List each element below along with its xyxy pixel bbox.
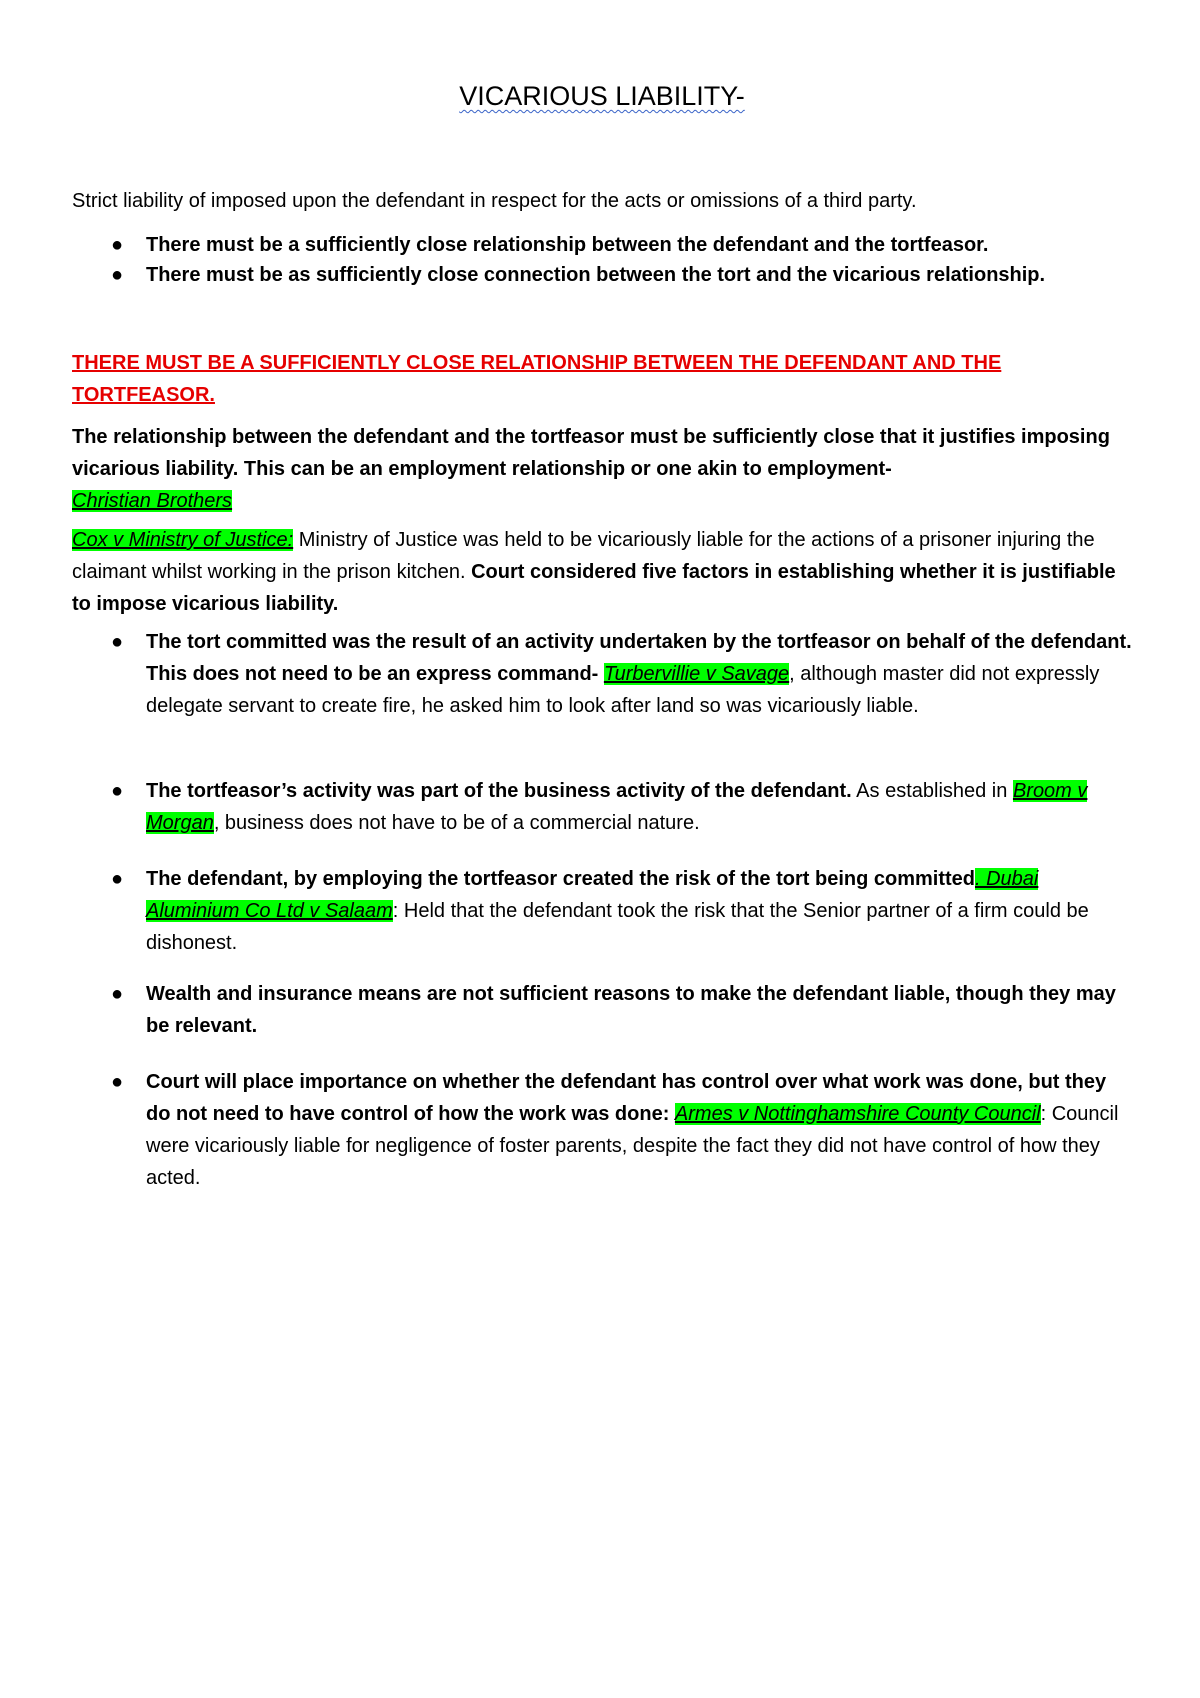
cox-paragraph [72,524,1132,620]
bullet-icon: ● [110,868,124,890]
bullet-icon: ● [110,631,124,653]
section-heading-line1: THERE MUST BE A SUFFICIENTLY CLOSE RELATIONSHIP BETWEEN THE DEFENDANT AND THE [72,352,1002,374]
case-christian-brothers: Christian Brothers [72,490,233,512]
factor-text [146,863,1132,959]
factor-text [146,1066,1132,1194]
bullet-icon: ● [110,1071,124,1093]
case-broom: Broom v Morgan [146,780,1088,834]
factor-text [146,775,1132,839]
relationship-paragraph [72,421,1132,517]
bullet-icon: ● [110,983,124,1005]
case-cox: Cox v Ministry of Justice: [72,529,294,551]
factor-bold: Court will place importance on whether the defendant has control over what work was done, but they do not need to have control of how the work was done: [146,1071,1107,1125]
factor-detail: : Council were vicariously liable for negligence of foster parents, despite the fact they did not have control of how they acted. [146,1103,1119,1189]
bullet-icon: ● [110,780,124,802]
factor-detail: , although master did not expressly delegate servant to create fire, he asked him to look after land so was vicariously liable. [146,663,1100,717]
case-armes: Armes v Nottinghamshire County Council [674,1103,1041,1125]
bullet-icon: ● [110,264,124,286]
section-heading [72,347,1132,411]
case-dubai: . Dubai Aluminium Co Ltd v Salaam [146,868,1039,922]
factor-detail: : Held that the defendant took the risk that the Senior partner of a firm could be dishonest. [146,900,1089,954]
section-heading-line2: TORTFEASOR. [72,384,215,406]
factor-text: Wealth and insurance means are not sufficient reasons to make the defendant liable, though they may be relevant. [146,983,1116,1037]
bullet-icon: ● [110,234,124,256]
cox-bold-text: Court considered five factors in establishing whether it is justifiable to impose vicarious liability. [72,561,1116,615]
factor-bold: The tort committed was the result of an activity undertaken by the tortfeasor on behalf of the defendant. This does not need to be an express command- [146,631,1132,685]
relationship-text: The relationship between the defendant and the tortfeasor must be sufficiently close that it justifies imposing vicarious liability. This can be an employment relationship or one akin to employment- [72,426,1110,480]
factor-bold: The tortfeasor’s activity was part of the business activity of the defendant. [146,780,852,802]
intro-paragraph: Strict liability of imposed upon the defendant in respect for the acts or omissions of a third party. [72,190,917,212]
case-turbervillie: Turbervillie v Savage [603,663,790,685]
page-title: VICARIOUS LIABILITY- [459,81,745,111]
factor-text [146,626,1132,722]
factor-bold: The defendant, by employing the tortfeasor created the risk of the tort being committed [146,868,975,890]
factor-detail: , business does not have to be of a commercial nature. [213,812,700,834]
requirement-text: There must be as sufficiently close connection between the tort and the vicarious relationship. [146,264,1046,286]
factor-detail-before: As established in [851,780,1013,802]
cox-text: Ministry of Justice was held to be vicariously liable for the actions of a prisoner injuring the claimant whilst working in the prison kitchen. [72,529,1095,583]
requirement-text: There must be a sufficiently close relationship between the defendant and the tortfeasor. [146,234,989,256]
